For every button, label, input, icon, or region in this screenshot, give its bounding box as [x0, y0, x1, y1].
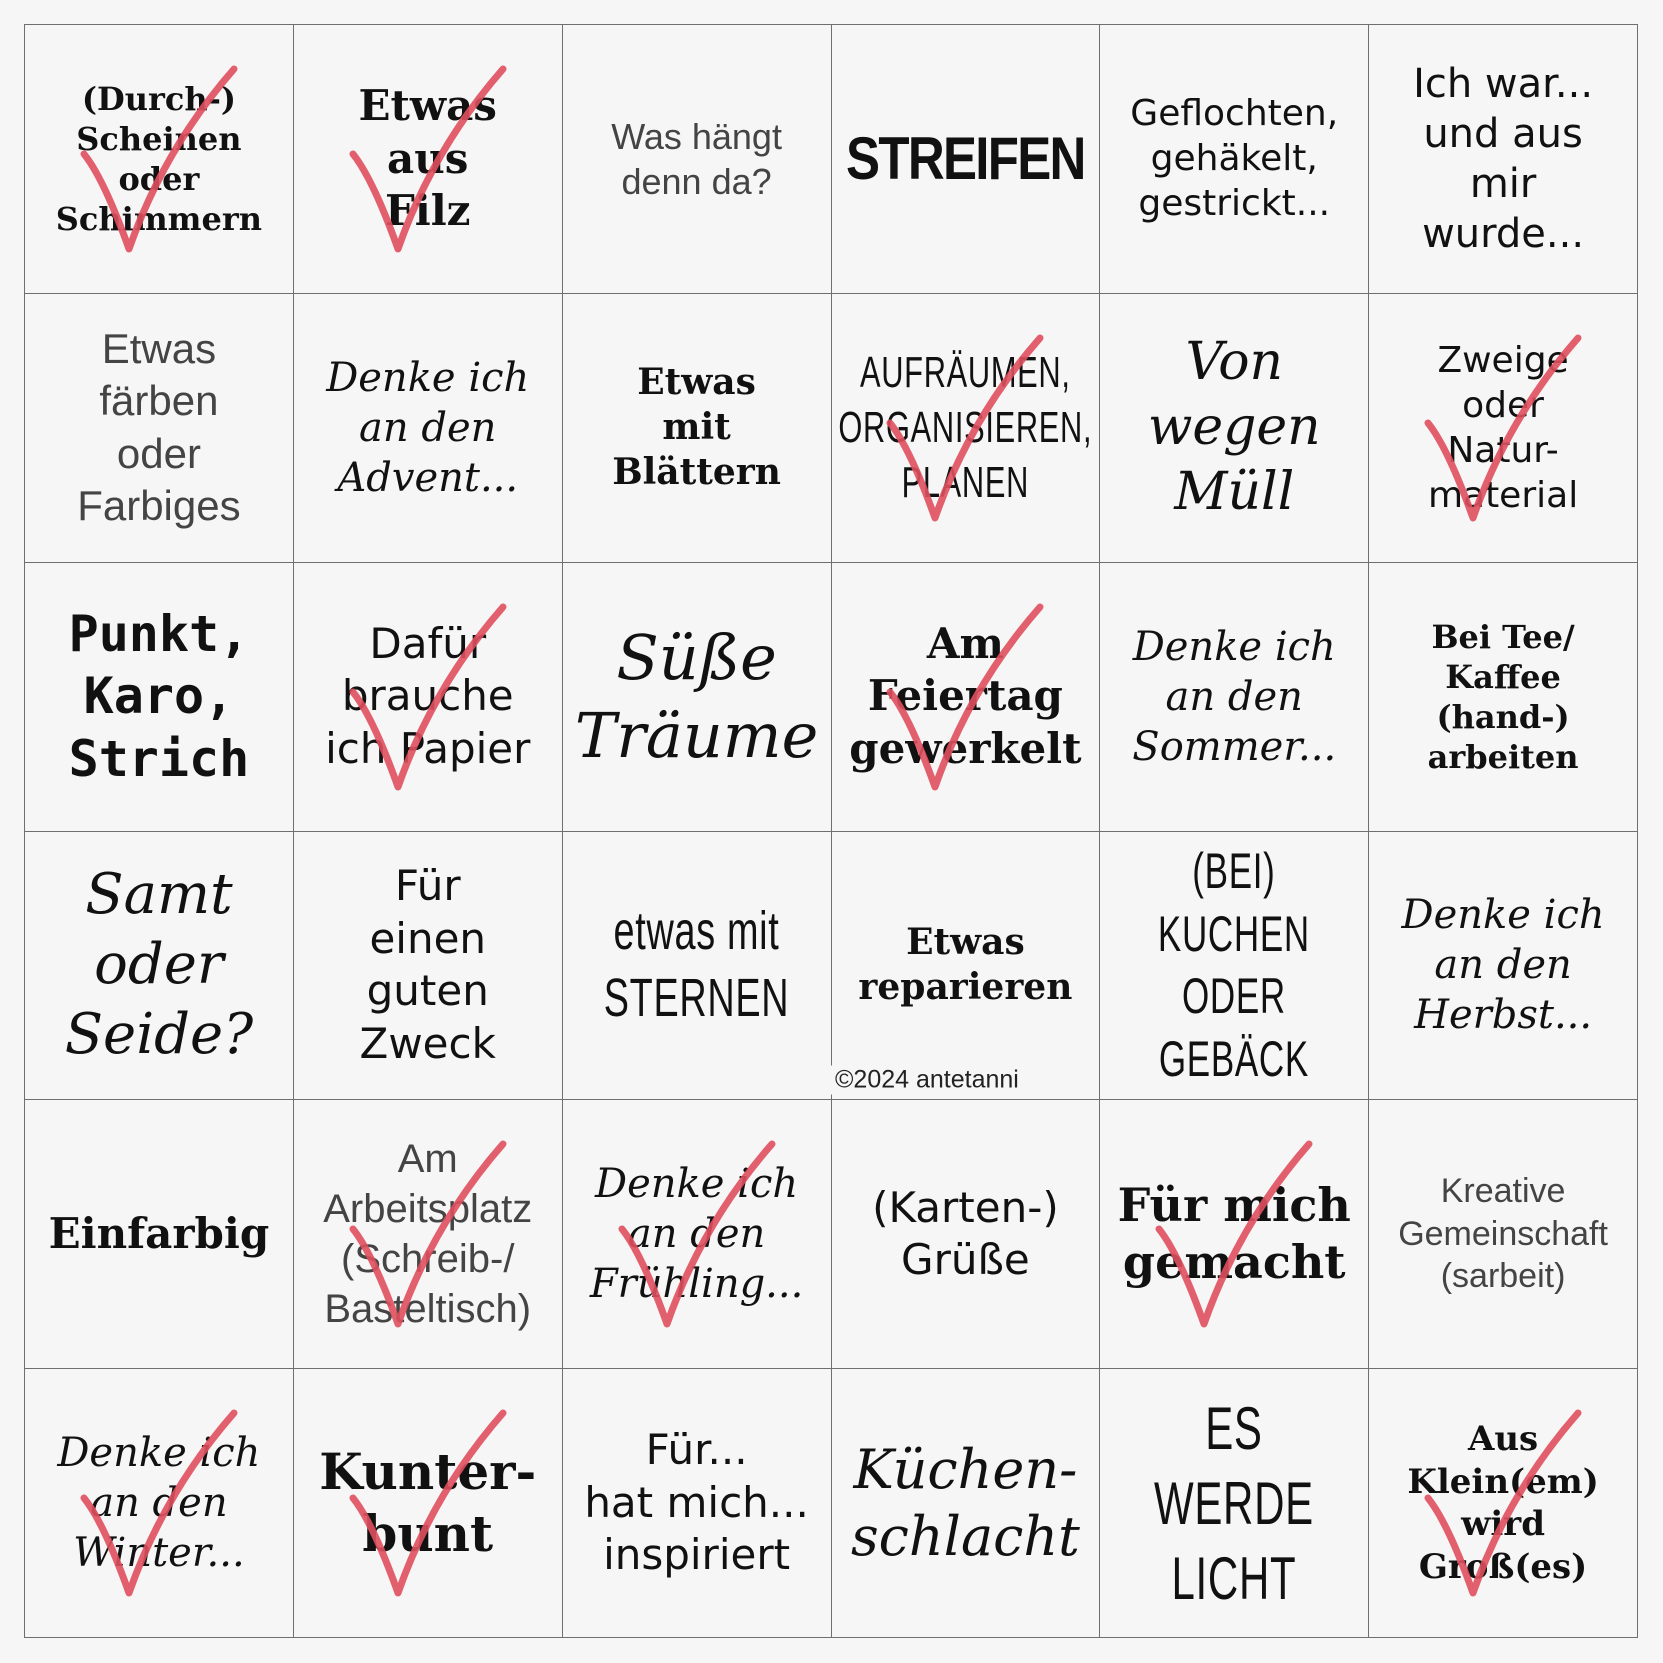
bingo-cell-label: Was hängt denn da? — [611, 115, 782, 202]
bingo-cell — [1100, 294, 1369, 563]
bingo-cell — [25, 25, 294, 294]
bingo-cell-label: STREIFEN — [846, 125, 1085, 193]
bingo-cell — [1369, 294, 1638, 563]
bingo-cell-label: Etwas reparieren — [858, 921, 1073, 1009]
bingo-cell — [25, 1100, 294, 1369]
bingo-cell-label: etwas mit STERNEN — [603, 900, 790, 1029]
bingo-cell — [1100, 1369, 1369, 1638]
bingo-cell-label: Denke ich an den Herbst... — [1401, 892, 1605, 1039]
bingo-cell-label: ES WERDE LICHT — [1154, 1394, 1315, 1612]
bingo-cell — [294, 1100, 563, 1369]
bingo-cell-label: Für... hat mich... inspiriert — [584, 1425, 809, 1580]
bingo-cell-label: Einfarbig — [48, 1208, 270, 1258]
bingo-cell — [25, 832, 294, 1101]
bingo-cell — [1369, 25, 1638, 294]
bingo-cell-label: Geflochten, gehäkelt, gestrickt... — [1130, 93, 1339, 225]
bingo-cell — [1100, 25, 1369, 294]
bingo-cell — [25, 1369, 294, 1638]
bingo-cell-label: Etwas mit Blättern — [612, 361, 781, 494]
bingo-cell-label: Aus Klein(em) wird Groß(es) — [1407, 1419, 1599, 1587]
bingo-cell-label: (Durch-) Scheinen oder Schimmern — [55, 79, 263, 238]
bingo-cell — [832, 1369, 1101, 1638]
bingo-cell-label: Kreative Gemeinschaft (sarbeit) — [1398, 1172, 1608, 1296]
bingo-cell-label: Samt oder Seide? — [64, 862, 254, 1068]
bingo-cell — [294, 1369, 563, 1638]
bingo-cell — [1369, 1100, 1638, 1369]
copyright-label: ©2024 antetanni — [825, 1066, 1029, 1095]
bingo-cell-label: Küchen- schlacht — [850, 1437, 1080, 1569]
bingo-cell-label: Für mich gemacht — [1117, 1177, 1351, 1290]
bingo-cell-label: Am Feiertag gewerkelt — [849, 618, 1082, 773]
bingo-cell — [832, 1100, 1101, 1369]
bingo-cell — [563, 832, 832, 1101]
bingo-cell — [1100, 832, 1369, 1101]
bingo-cell — [563, 1369, 832, 1638]
bingo-cell-label: Zweige oder Natur- material — [1427, 339, 1579, 516]
bingo-cell — [1100, 563, 1369, 832]
bingo-cell-label: Am Arbeitsplatz (Schreib-/ Basteltisch) — [323, 1137, 533, 1332]
bingo-cell-label: (BEI) KUCHEN ODER GEBÄCK — [1158, 843, 1311, 1087]
bingo-cell-label: Süße Träume — [574, 621, 819, 772]
bingo-cell-label: Punkt, Karo, Strich — [68, 604, 250, 788]
bingo-cell — [294, 563, 563, 832]
bingo-cell — [563, 294, 832, 563]
bingo-cell-label: Etwas aus Filz — [358, 81, 497, 236]
bingo-cell-label: AUFRÄUMEN, ORGANISIEREN, PLANEN — [838, 348, 1093, 508]
bingo-cell — [832, 294, 1101, 563]
bingo-cell-label: Dafür brauche ich Papier — [325, 618, 531, 773]
bingo-cell-label: Bei Tee/ Kaffee (hand-) arbeiten — [1427, 617, 1579, 776]
bingo-cell-label: (Karten-) Grüße — [872, 1182, 1059, 1285]
bingo-cell — [563, 1100, 832, 1369]
bingo-cell-label: Für einen guten Zweck — [359, 861, 496, 1068]
bingo-cell — [832, 563, 1101, 832]
bingo-cell-label: Denke ich an den Sommer... — [1132, 623, 1337, 770]
bingo-cell-label: Ich war... und aus mir wurde... — [1413, 60, 1594, 257]
bingo-cell — [1369, 563, 1638, 832]
bingo-cell — [294, 832, 563, 1101]
bingo-cell — [1369, 1369, 1638, 1638]
bingo-cell — [1369, 832, 1638, 1101]
bingo-cell — [25, 294, 294, 563]
bingo-grid — [24, 24, 1638, 1638]
bingo-cell-label: Denke ich an den Advent... — [326, 354, 530, 501]
bingo-cell-label: Denke ich an den Winter... — [57, 1430, 261, 1577]
bingo-cell — [294, 25, 563, 294]
bingo-cell-label: Etwas färben oder Farbiges — [77, 324, 241, 530]
bingo-cell-label: Von wegen Müll — [1147, 332, 1321, 523]
bingo-cell — [294, 294, 563, 563]
bingo-cell — [1100, 1100, 1369, 1369]
bingo-cell — [563, 25, 832, 294]
bingo-cell — [832, 25, 1101, 294]
bingo-cell — [832, 832, 1101, 1101]
bingo-cell — [25, 563, 294, 832]
bingo-cell — [563, 563, 832, 832]
bingo-cell-label: Kunter- bunt — [319, 1441, 537, 1564]
bingo-cell-label: Denke ich an den Frühling... — [589, 1161, 804, 1308]
